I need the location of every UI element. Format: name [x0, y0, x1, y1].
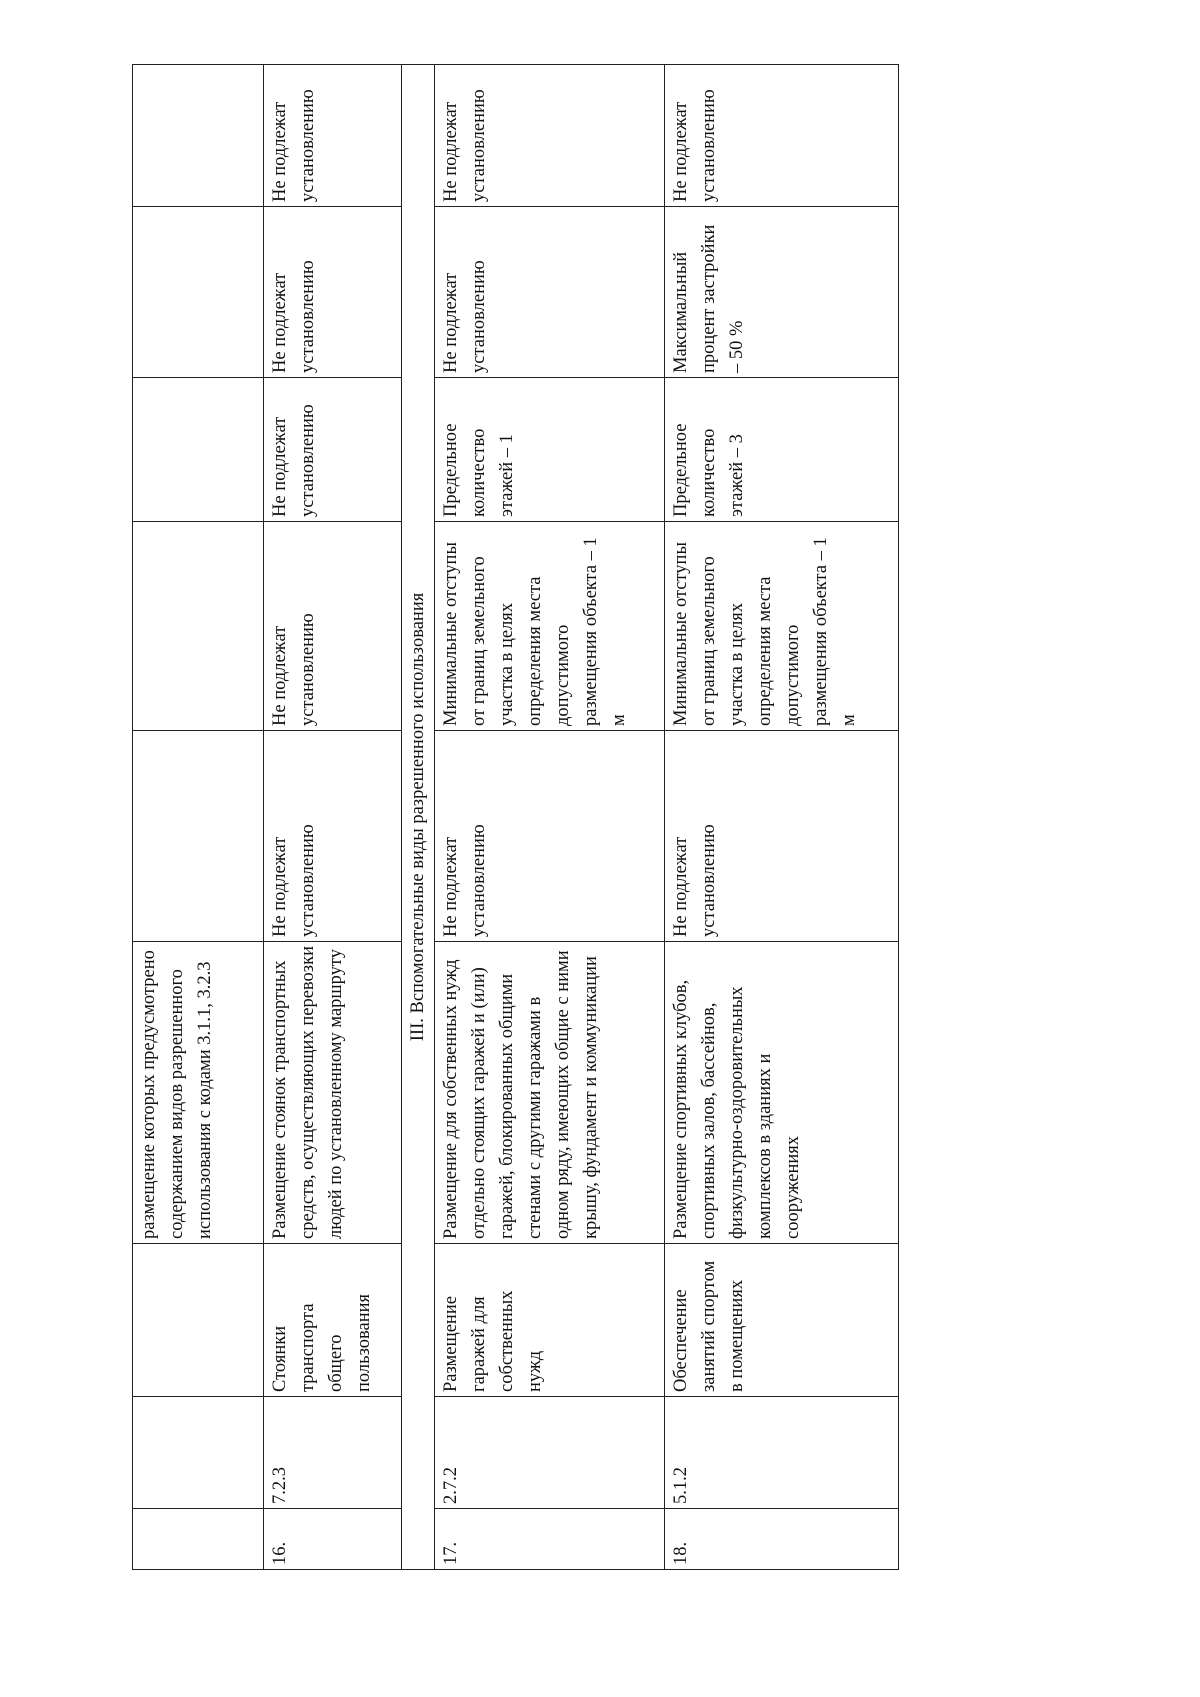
cell-number-empty	[133, 1509, 264, 1570]
cell-description: Размещение для собственных нужд отдельно стоящих гаражей и (или) гаражей, блокированных общими стенами с другими гаражами в одном ряду, имеющих общие с ними крышу, фундамент и коммуникации	[435, 942, 665, 1244]
cell-description: Размещение спортивных клубов, спортивных залов, бассейнов, физкультурно-оздоровительных комплексов в зданиях и сооружениях	[665, 942, 899, 1244]
cell-name-empty	[133, 1244, 264, 1397]
cell-code: 2.7.2	[435, 1397, 665, 1509]
cell-param1: Не подлежат установлению	[264, 731, 402, 942]
cell-param4: Не подлежат установлению	[264, 207, 402, 378]
cell-number: 18.	[665, 1509, 899, 1570]
cell-param2: Минимальные отступы от границ земельного участка в целях определения места допустимого размещения объекта – 1 м	[435, 522, 665, 731]
cell-number: 17.	[435, 1509, 665, 1570]
section-heading-row	[402, 65, 435, 1570]
table-row-continuation	[133, 65, 264, 1570]
table-row-16	[264, 65, 402, 1570]
section-title: III. Вспомогательные виды разрешенного использования	[402, 65, 435, 1570]
cell-param4: Не подлежат установлению	[435, 207, 665, 378]
rotated-table-wrapper	[132, 65, 895, 1570]
cell-param1-empty	[133, 731, 264, 942]
cell-param1: Не подлежат установлению	[665, 731, 899, 942]
cell-description: Размещение стоянок транспортных средств, осуществляющих перевозки людей по установленному маршруту	[264, 942, 402, 1244]
cell-param3: Не подлежат установлению	[264, 378, 402, 522]
cell-param2: Не подлежат установлению	[264, 522, 402, 731]
cell-param3: Предельное количество этажей – 3	[665, 378, 899, 522]
cell-param4: Максимальный процент застройки – 50 %	[665, 207, 899, 378]
cell-param5: Не подлежат установлению	[665, 65, 899, 207]
land-use-table	[132, 64, 899, 1570]
cell-param2: Минимальные отступы от границ земельного участка в целях определения места допустимого размещения объекта – 1 м	[665, 522, 899, 731]
cell-name: Обеспечение занятий спортом в помещениях	[665, 1244, 899, 1397]
cell-name: Стоянки транспорта общего пользования	[264, 1244, 402, 1397]
cell-code: 7.2.3	[264, 1397, 402, 1509]
table-row-17	[435, 65, 665, 1570]
cell-param2-empty	[133, 522, 264, 731]
cell-name: Размещение гаражей для собственных нужд	[435, 1244, 665, 1397]
cell-param3: Предельное количество этажей – 1	[435, 378, 665, 522]
cell-param4-empty	[133, 207, 264, 378]
table-row-18	[665, 65, 899, 1570]
cell-number: 16.	[264, 1509, 402, 1570]
cell-param5: Не подлежат установлению	[435, 65, 665, 207]
cell-param1: Не подлежат установлению	[435, 731, 665, 942]
cell-param5: Не подлежат установлению	[264, 65, 402, 207]
cell-code-empty	[133, 1397, 264, 1509]
cell-code: 5.1.2	[665, 1397, 899, 1509]
cell-param3-empty	[133, 378, 264, 522]
cell-description: размещение которых предусмотрено содержанием видов разрешенного использования с кодами 3.1.1, 3.2.3	[133, 942, 264, 1244]
cell-param5-empty	[133, 65, 264, 207]
